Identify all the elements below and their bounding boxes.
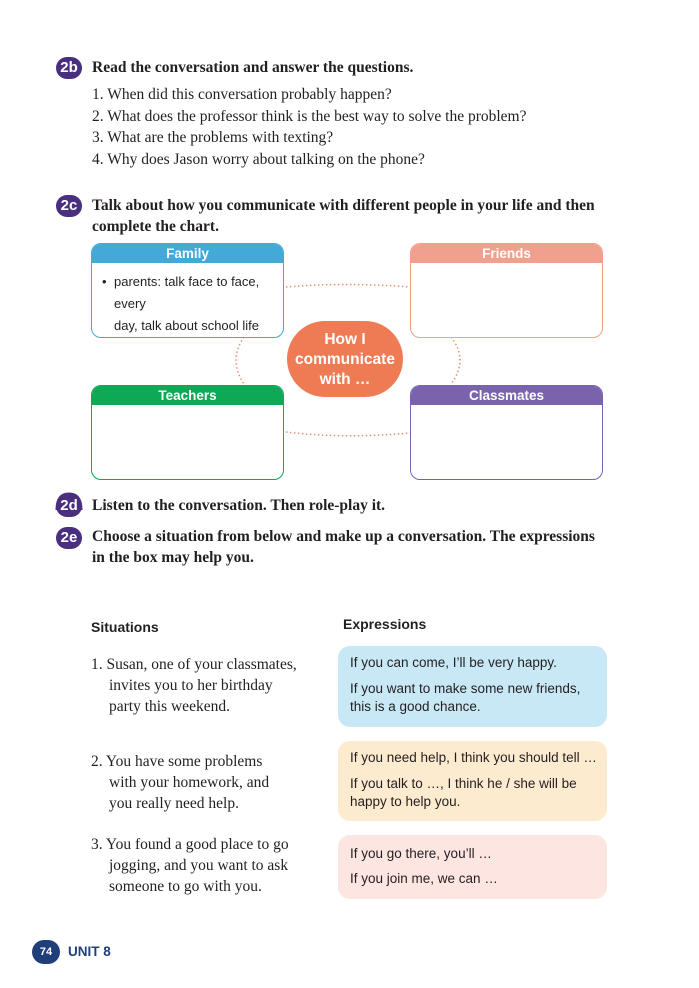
classmates-card-title: Classmates	[411, 386, 602, 405]
expression-line: happy to help you.	[350, 794, 461, 809]
teachers-card-title: Teachers	[92, 386, 283, 405]
expression-line: If you need help, I think you should tell …	[350, 750, 597, 765]
instruction-2e-line1: Choose a situation from below and make up a conversation. The expressions	[92, 528, 595, 545]
connector-top	[286, 285, 410, 288]
center-line: How I	[324, 331, 366, 348]
expression-box	[338, 835, 607, 899]
situation-line: with your homework, and	[109, 774, 270, 791]
connector-left	[236, 337, 244, 384]
expression-box	[338, 741, 607, 821]
family-card	[91, 243, 284, 338]
expression-line: If you talk to …, I think he / she will be	[350, 776, 577, 791]
situation-line: 1. Susan, one of your classmates,	[91, 656, 297, 673]
center-line: with …	[319, 371, 371, 388]
question-item: 4. Why does Jason worry about talking on the phone?	[92, 150, 425, 168]
section-badge-2d: 2d	[56, 495, 82, 517]
situation-item	[91, 834, 289, 897]
unit-label: UNIT 8	[68, 944, 111, 959]
situations-heading: Situations	[91, 619, 159, 635]
situation-line: 2. You have some problems	[91, 753, 263, 770]
family-entry-line1: parents: talk face to face, every	[114, 274, 260, 311]
expression-line: If you join me, we can …	[350, 871, 498, 886]
situation-line: jogging, and you want to ask	[109, 857, 289, 874]
connector-right	[451, 337, 460, 384]
expression-line: If you go there, you’ll …	[350, 846, 492, 861]
family-entry-line2: day, talk about school life	[114, 318, 260, 333]
classmates-card	[410, 385, 603, 480]
section-badge-2e: 2e	[56, 527, 82, 549]
situation-item	[91, 654, 297, 717]
teachers-card	[91, 385, 284, 480]
friends-card-title: Friends	[411, 244, 602, 263]
instruction-2e	[92, 526, 595, 568]
expression-line: If you can come, I’ll be very happy.	[350, 655, 557, 670]
section-badge-2b: 2b	[56, 57, 82, 79]
situation-line: 3. You found a good place to go	[91, 836, 289, 853]
question-item: 3. What are the problems with texting?	[92, 129, 334, 146]
family-card-body	[92, 263, 283, 337]
instruction-2c-line1: Talk about how you communicate with different people in your life and then	[92, 197, 595, 214]
instruction-2d: Listen to the conversation. Then role-play it.	[92, 497, 386, 514]
expression-box	[338, 646, 607, 727]
friends-card	[410, 243, 603, 338]
situation-item	[91, 751, 269, 814]
expression-line: If you want to make some new friends,	[350, 681, 581, 696]
expressions-heading: Expressions	[343, 616, 427, 632]
bullet: •	[102, 274, 107, 289]
connector-bottom	[286, 432, 410, 436]
instruction-2c-line2: complete the chart.	[92, 218, 219, 235]
situation-line: party this weekend.	[109, 698, 230, 715]
situation-line: someone to go with you.	[109, 878, 262, 895]
center-bubble	[287, 321, 403, 397]
situation-line: you really need help.	[109, 795, 239, 812]
expression-line: this is a good chance.	[350, 699, 481, 714]
question-item: 1. When did this conversation probably happen?	[92, 86, 392, 103]
center-line: communicate	[295, 351, 395, 368]
situation-line: invites you to her birthday	[109, 677, 273, 694]
family-card-title: Family	[92, 244, 283, 263]
instruction-2b: Read the conversation and answer the questions.	[92, 59, 414, 76]
page-number: 74	[32, 940, 60, 964]
instruction-2e-line2: in the box may help you.	[92, 549, 254, 566]
question-item: 2. What does the professor think is the best way to solve the problem?	[92, 107, 527, 125]
section-badge-2c: 2c	[56, 195, 82, 217]
